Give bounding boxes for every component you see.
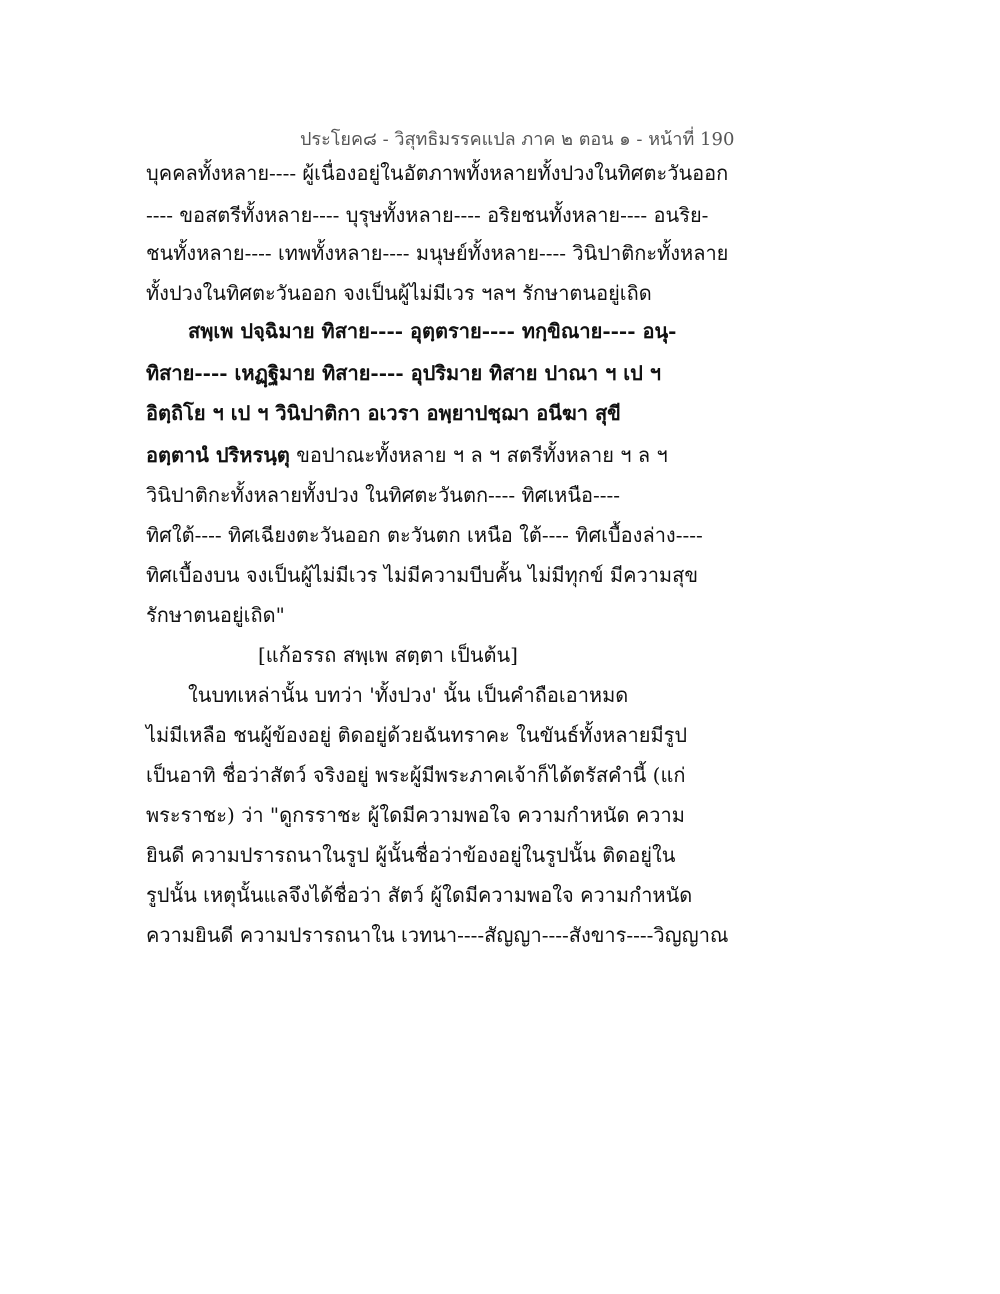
text-line: ไม่มีเหลือ ชนผู้ข้องอยู่ ติดอยู่ด้วยฉันทราคะ ในขันธ์ทั้งหลายมีรูป	[146, 723, 688, 747]
mixed-line	[146, 440, 668, 470]
page-header: ประโยค๘ - วิสุทธิมรรคแปล ภาค ๒ ตอน ๑ - หน้าที่ 190	[300, 129, 735, 150]
text-line: พระราชะ) ว่า "ดูกรราชะ ผู้ใดมีความพอใจ ความกำหนัด ความ	[146, 803, 685, 827]
text-line: ชนทั้งหลาย---- เทพทั้งหลาย---- มนุษย์ทั้งหลาย---- วินิปาติกะทั้งหลาย	[146, 241, 729, 265]
text-line: ยินดี ความปรารถนาในรูป ผู้นั้นชื่อว่าข้องอยู่ในรูปนั้น ติดอยู่ใน	[146, 843, 676, 867]
text-line: ทิศใต้---- ทิศเฉียงตะวันออก ตะวันตก เหนือ ใต้---- ทิศเบื้องล่าง----	[146, 523, 703, 547]
text-line: รักษาตนอยู่เถิด"	[146, 603, 285, 627]
text-line: วินิปาติกะทั้งหลายทั้งปวง ในทิศตะวันตก---- ทิศเหนือ----	[146, 483, 621, 507]
pali-line: สพฺเพ ปจฺฉิมาย ทิสาย---- อุตฺตราย---- ทกฺขิณาย---- อนุ-	[188, 319, 677, 343]
text-line: ทั้งปวงในทิศตะวันออก จงเป็นผู้ไม่มีเวร ฯลฯ รักษาตนอยู่เถิด	[146, 281, 652, 305]
text-line: ทิศเบื้องบน จงเป็นผู้ไม่มีเวร ไม่มีความบีบคั้น ไม่มีทุกข์ มีความสุข	[146, 563, 698, 587]
text-line: ความยินดี ความปรารถนาใน เวทนา----สัญญา----สังขาร----วิญญาณ	[146, 923, 729, 947]
text-line: เป็นอาทิ ชื่อว่าสัตว์ จริงอยู่ พระผู้มีพระภาคเจ้าก็ได้ตรัสคำนี้ (แก่	[146, 763, 686, 787]
thai-fragment: ขอปาณะทั้งหลาย ฯ ล ฯ สตรีทั้งหลาย ฯ ล ฯ	[296, 443, 668, 467]
section-heading: [แก้อรรถ สพฺเพ สตฺตา เป็นต้น]	[258, 643, 518, 667]
pali-fragment: อตฺตานํ ปริหรนฺตุ	[146, 443, 290, 467]
text-line: รูปนั้น เหตุนั้นแลจึงได้ชื่อว่า สัตว์ ผู้ใดมีความพอใจ ความกำหนัด	[146, 883, 693, 907]
pali-line: อิตฺถิโย ฯ เป ฯ วินิปาติกา อเวรา อพฺยาปชฺฌา อนีฆา สุขี	[146, 401, 621, 425]
pali-line: ทิสาย---- เหฏฺฐิมาย ทิสาย---- อุปริมาย ทิสาย ปาณา ฯ เป ฯ	[146, 361, 662, 385]
text-line: ---- ขอสตรีทั้งหลาย---- บุรุษทั้งหลาย---- อริยชนทั้งหลาย---- อนริย-	[146, 203, 709, 227]
text-line: บุคคลทั้งหลาย---- ผู้เนื่องอยู่ในอัตภาพทั้งหลายทั้งปวงในทิศตะวันออก	[146, 161, 729, 185]
text-line: ในบทเหล่านั้น บทว่า 'ทั้งปวง' นั้น เป็นคำถือเอาหมด	[188, 683, 629, 707]
